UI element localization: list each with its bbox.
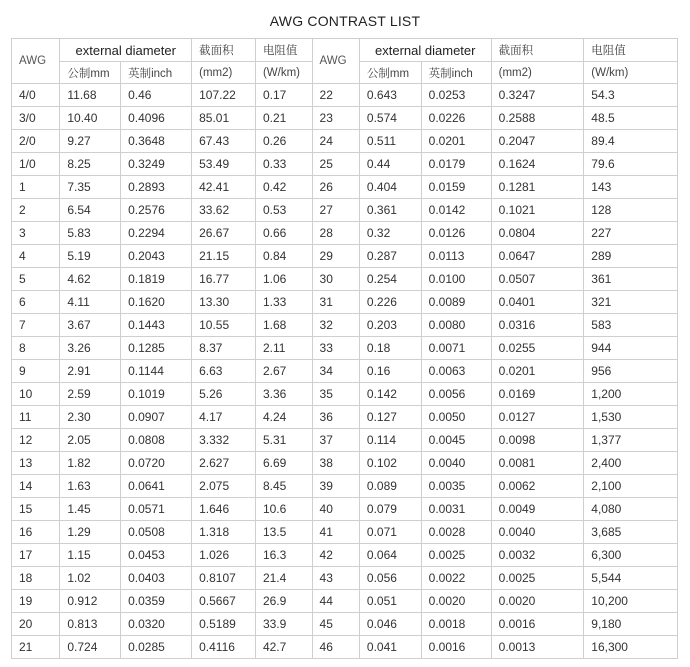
header-resistance-left: 电阻值 bbox=[255, 39, 312, 62]
awg-cell-right: 23 bbox=[312, 107, 359, 130]
area-cell-right: 0.1021 bbox=[491, 199, 584, 222]
imperial-inch-cell-right: 0.0142 bbox=[421, 199, 491, 222]
imperial-inch-cell-left: 0.0571 bbox=[121, 498, 192, 521]
resistance-cell-left: 2.11 bbox=[255, 337, 312, 360]
table-row bbox=[12, 383, 678, 406]
metric-mm-cell-left: 2.05 bbox=[60, 429, 121, 452]
resistance-cell-right: 16,300 bbox=[584, 636, 678, 659]
metric-mm-cell-right: 0.127 bbox=[359, 406, 421, 429]
area-cell-right: 0.0013 bbox=[491, 636, 584, 659]
metric-mm-cell-right: 0.511 bbox=[359, 130, 421, 153]
area-cell-left: 2.627 bbox=[192, 452, 256, 475]
metric-mm-cell-left: 3.67 bbox=[60, 314, 121, 337]
table-row bbox=[12, 268, 678, 291]
awg-cell-right: 39 bbox=[312, 475, 359, 498]
area-cell-right: 0.0127 bbox=[491, 406, 584, 429]
metric-mm-cell-left: 1.29 bbox=[60, 521, 121, 544]
awg-cell-left: 12 bbox=[12, 429, 60, 452]
area-cell-left: 67.43 bbox=[192, 130, 256, 153]
resistance-cell-left: 0.84 bbox=[255, 245, 312, 268]
area-cell-left: 0.5667 bbox=[192, 590, 256, 613]
imperial-inch-cell-right: 0.0028 bbox=[421, 521, 491, 544]
resistance-cell-left: 6.69 bbox=[255, 452, 312, 475]
metric-mm-cell-left: 5.19 bbox=[60, 245, 121, 268]
header-awg-right: AWG bbox=[312, 39, 359, 84]
area-cell-right: 0.0169 bbox=[491, 383, 584, 406]
metric-mm-cell-right: 0.404 bbox=[359, 176, 421, 199]
metric-mm-cell-left: 2.30 bbox=[60, 406, 121, 429]
imperial-inch-cell-left: 0.2576 bbox=[121, 199, 192, 222]
header-area-right: 截面积 bbox=[491, 39, 584, 62]
resistance-cell-right: 289 bbox=[584, 245, 678, 268]
awg-cell-right: 43 bbox=[312, 567, 359, 590]
page-title: AWG CONTRAST LIST bbox=[269, 13, 421, 29]
area-cell-left: 0.5189 bbox=[192, 613, 256, 636]
metric-mm-cell-left: 9.27 bbox=[60, 130, 121, 153]
table-row bbox=[12, 314, 678, 337]
table-row bbox=[12, 222, 678, 245]
awg-cell-left: 4 bbox=[12, 245, 60, 268]
imperial-inch-cell-left: 0.0285 bbox=[121, 636, 192, 659]
resistance-cell-right: 5,544 bbox=[584, 567, 678, 590]
resistance-cell-left: 1.68 bbox=[255, 314, 312, 337]
metric-mm-cell-right: 0.203 bbox=[359, 314, 421, 337]
metric-mm-cell-left: 3.26 bbox=[60, 337, 121, 360]
area-cell-left: 4.17 bbox=[192, 406, 256, 429]
header-metric-right: 公制mm bbox=[359, 62, 421, 84]
resistance-cell-right: 2,400 bbox=[584, 452, 678, 475]
imperial-inch-cell-left: 0.1443 bbox=[121, 314, 192, 337]
header-area-unit-left: (mm2) bbox=[192, 62, 256, 84]
header-resistance-unit-right: (W/km) bbox=[584, 62, 678, 84]
resistance-cell-left: 26.9 bbox=[255, 590, 312, 613]
resistance-cell-right: 321 bbox=[584, 291, 678, 314]
imperial-inch-cell-left: 0.2043 bbox=[121, 245, 192, 268]
resistance-cell-right: 1,377 bbox=[584, 429, 678, 452]
resistance-cell-right: 2,100 bbox=[584, 475, 678, 498]
resistance-cell-left: 0.33 bbox=[255, 153, 312, 176]
header-row-top bbox=[12, 39, 678, 62]
imperial-inch-cell-right: 0.0201 bbox=[421, 130, 491, 153]
area-cell-left: 13.30 bbox=[192, 291, 256, 314]
area-cell-right: 0.0020 bbox=[491, 590, 584, 613]
area-cell-left: 85.01 bbox=[192, 107, 256, 130]
area-cell-right: 0.1281 bbox=[491, 176, 584, 199]
metric-mm-cell-left: 2.59 bbox=[60, 383, 121, 406]
metric-mm-cell-left: 1.15 bbox=[60, 544, 121, 567]
awg-cell-right: 35 bbox=[312, 383, 359, 406]
resistance-cell-right: 944 bbox=[584, 337, 678, 360]
resistance-cell-right: 1,530 bbox=[584, 406, 678, 429]
resistance-cell-left: 2.67 bbox=[255, 360, 312, 383]
resistance-cell-right: 9,180 bbox=[584, 613, 678, 636]
awg-cell-right: 31 bbox=[312, 291, 359, 314]
area-cell-right: 0.0201 bbox=[491, 360, 584, 383]
awg-cell-left: 3/0 bbox=[12, 107, 60, 130]
metric-mm-cell-left: 1.63 bbox=[60, 475, 121, 498]
imperial-inch-cell-right: 0.0016 bbox=[421, 636, 491, 659]
metric-mm-cell-right: 0.254 bbox=[359, 268, 421, 291]
area-cell-right: 0.0016 bbox=[491, 613, 584, 636]
awg-cell-right: 32 bbox=[312, 314, 359, 337]
table-body bbox=[12, 84, 678, 659]
metric-mm-cell-left: 1.82 bbox=[60, 452, 121, 475]
resistance-cell-right: 4,080 bbox=[584, 498, 678, 521]
metric-mm-cell-left: 0.912 bbox=[60, 590, 121, 613]
imperial-inch-cell-right: 0.0020 bbox=[421, 590, 491, 613]
awg-cell-right: 30 bbox=[312, 268, 359, 291]
metric-mm-cell-left: 6.54 bbox=[60, 199, 121, 222]
resistance-cell-left: 0.42 bbox=[255, 176, 312, 199]
header-resistance-unit-left: (W/km) bbox=[255, 62, 312, 84]
metric-mm-cell-left: 4.11 bbox=[60, 291, 121, 314]
awg-cell-right: 37 bbox=[312, 429, 359, 452]
metric-mm-cell-left: 2.91 bbox=[60, 360, 121, 383]
resistance-cell-left: 0.17 bbox=[255, 84, 312, 107]
table-row bbox=[12, 107, 678, 130]
area-cell-left: 10.55 bbox=[192, 314, 256, 337]
metric-mm-cell-right: 0.226 bbox=[359, 291, 421, 314]
metric-mm-cell-right: 0.287 bbox=[359, 245, 421, 268]
table-row bbox=[12, 291, 678, 314]
area-cell-right: 0.0098 bbox=[491, 429, 584, 452]
area-cell-right: 0.0040 bbox=[491, 521, 584, 544]
area-cell-right: 0.0049 bbox=[491, 498, 584, 521]
header-external-diameter-left: external diameter bbox=[60, 39, 192, 62]
awg-cell-left: 1/0 bbox=[12, 153, 60, 176]
imperial-inch-cell-left: 0.46 bbox=[121, 84, 192, 107]
resistance-cell-right: 54.3 bbox=[584, 84, 678, 107]
resistance-cell-left: 33.9 bbox=[255, 613, 312, 636]
resistance-cell-left: 5.31 bbox=[255, 429, 312, 452]
imperial-inch-cell-left: 0.2893 bbox=[121, 176, 192, 199]
resistance-cell-left: 21.4 bbox=[255, 567, 312, 590]
resistance-cell-left: 3.36 bbox=[255, 383, 312, 406]
header-metric-left: 公制mm bbox=[60, 62, 121, 84]
awg-cell-left: 16 bbox=[12, 521, 60, 544]
awg-cell-right: 36 bbox=[312, 406, 359, 429]
imperial-inch-cell-right: 0.0100 bbox=[421, 268, 491, 291]
table-row bbox=[12, 475, 678, 498]
area-cell-right: 0.2047 bbox=[491, 130, 584, 153]
metric-mm-cell-left: 1.02 bbox=[60, 567, 121, 590]
metric-mm-cell-left: 4.62 bbox=[60, 268, 121, 291]
awg-cell-right: 44 bbox=[312, 590, 359, 613]
resistance-cell-left: 0.26 bbox=[255, 130, 312, 153]
resistance-cell-right: 956 bbox=[584, 360, 678, 383]
awg-cell-right: 38 bbox=[312, 452, 359, 475]
area-cell-left: 1.026 bbox=[192, 544, 256, 567]
awg-cell-right: 46 bbox=[312, 636, 359, 659]
area-cell-left: 33.62 bbox=[192, 199, 256, 222]
table-row bbox=[12, 406, 678, 429]
header-imperial-right: 英制inch bbox=[421, 62, 491, 84]
imperial-inch-cell-right: 0.0226 bbox=[421, 107, 491, 130]
awg-cell-left: 14 bbox=[12, 475, 60, 498]
resistance-cell-right: 3,685 bbox=[584, 521, 678, 544]
area-cell-left: 3.332 bbox=[192, 429, 256, 452]
area-cell-right: 0.0255 bbox=[491, 337, 584, 360]
metric-mm-cell-right: 0.44 bbox=[359, 153, 421, 176]
area-cell-left: 6.63 bbox=[192, 360, 256, 383]
imperial-inch-cell-right: 0.0113 bbox=[421, 245, 491, 268]
awg-cell-left: 13 bbox=[12, 452, 60, 475]
imperial-inch-cell-right: 0.0018 bbox=[421, 613, 491, 636]
metric-mm-cell-left: 0.813 bbox=[60, 613, 121, 636]
area-cell-left: 42.41 bbox=[192, 176, 256, 199]
resistance-cell-left: 0.21 bbox=[255, 107, 312, 130]
imperial-inch-cell-right: 0.0056 bbox=[421, 383, 491, 406]
metric-mm-cell-right: 0.071 bbox=[359, 521, 421, 544]
resistance-cell-right: 10,200 bbox=[584, 590, 678, 613]
area-cell-left: 16.77 bbox=[192, 268, 256, 291]
imperial-inch-cell-right: 0.0063 bbox=[421, 360, 491, 383]
metric-mm-cell-right: 0.046 bbox=[359, 613, 421, 636]
area-cell-right: 0.0316 bbox=[491, 314, 584, 337]
imperial-inch-cell-left: 0.0453 bbox=[121, 544, 192, 567]
awg-cell-left: 8 bbox=[12, 337, 60, 360]
imperial-inch-cell-right: 0.0050 bbox=[421, 406, 491, 429]
resistance-cell-left: 1.06 bbox=[255, 268, 312, 291]
resistance-cell-left: 8.45 bbox=[255, 475, 312, 498]
resistance-cell-right: 227 bbox=[584, 222, 678, 245]
imperial-inch-cell-right: 0.0253 bbox=[421, 84, 491, 107]
resistance-cell-right: 1,200 bbox=[584, 383, 678, 406]
imperial-inch-cell-right: 0.0045 bbox=[421, 429, 491, 452]
area-cell-left: 21.15 bbox=[192, 245, 256, 268]
area-cell-right: 0.1624 bbox=[491, 153, 584, 176]
table-row bbox=[12, 567, 678, 590]
imperial-inch-cell-left: 0.0403 bbox=[121, 567, 192, 590]
awg-cell-left: 11 bbox=[12, 406, 60, 429]
imperial-inch-cell-right: 0.0071 bbox=[421, 337, 491, 360]
resistance-cell-left: 0.66 bbox=[255, 222, 312, 245]
awg-cell-left: 10 bbox=[12, 383, 60, 406]
table-row bbox=[12, 429, 678, 452]
resistance-cell-left: 4.24 bbox=[255, 406, 312, 429]
awg-cell-left: 21 bbox=[12, 636, 60, 659]
awg-cell-left: 15 bbox=[12, 498, 60, 521]
awg-cell-left: 1 bbox=[12, 176, 60, 199]
imperial-inch-cell-left: 0.0508 bbox=[121, 521, 192, 544]
table-row bbox=[12, 337, 678, 360]
imperial-inch-cell-left: 0.0808 bbox=[121, 429, 192, 452]
metric-mm-cell-right: 0.16 bbox=[359, 360, 421, 383]
awg-cell-left: 3 bbox=[12, 222, 60, 245]
resistance-cell-left: 1.33 bbox=[255, 291, 312, 314]
imperial-inch-cell-left: 0.0720 bbox=[121, 452, 192, 475]
resistance-cell-left: 0.53 bbox=[255, 199, 312, 222]
table-row bbox=[12, 544, 678, 567]
metric-mm-cell-right: 0.056 bbox=[359, 567, 421, 590]
resistance-cell-right: 143 bbox=[584, 176, 678, 199]
imperial-inch-cell-right: 0.0031 bbox=[421, 498, 491, 521]
metric-mm-cell-right: 0.142 bbox=[359, 383, 421, 406]
header-area-unit-right: (mm2) bbox=[491, 62, 584, 84]
imperial-inch-cell-left: 0.0359 bbox=[121, 590, 192, 613]
awg-cell-left: 18 bbox=[12, 567, 60, 590]
resistance-cell-right: 128 bbox=[584, 199, 678, 222]
resistance-cell-right: 48.5 bbox=[584, 107, 678, 130]
metric-mm-cell-left: 0.724 bbox=[60, 636, 121, 659]
awg-cell-right: 25 bbox=[312, 153, 359, 176]
awg-cell-left: 4/0 bbox=[12, 84, 60, 107]
awg-cell-left: 2 bbox=[12, 199, 60, 222]
area-cell-left: 8.37 bbox=[192, 337, 256, 360]
imperial-inch-cell-left: 0.1819 bbox=[121, 268, 192, 291]
imperial-inch-cell-left: 0.2294 bbox=[121, 222, 192, 245]
table-row bbox=[12, 360, 678, 383]
imperial-inch-cell-right: 0.0089 bbox=[421, 291, 491, 314]
header-external-diameter-right: external diameter bbox=[359, 39, 491, 62]
table-row bbox=[12, 636, 678, 659]
awg-cell-right: 28 bbox=[312, 222, 359, 245]
imperial-inch-cell-left: 0.0320 bbox=[121, 613, 192, 636]
awg-cell-right: 26 bbox=[312, 176, 359, 199]
resistance-cell-left: 16.3 bbox=[255, 544, 312, 567]
metric-mm-cell-right: 0.051 bbox=[359, 590, 421, 613]
area-cell-left: 107.22 bbox=[192, 84, 256, 107]
imperial-inch-cell-left: 0.0907 bbox=[121, 406, 192, 429]
table-row bbox=[12, 452, 678, 475]
imperial-inch-cell-right: 0.0025 bbox=[421, 544, 491, 567]
metric-mm-cell-right: 0.32 bbox=[359, 222, 421, 245]
awg-cell-left: 17 bbox=[12, 544, 60, 567]
header-awg-left: AWG bbox=[12, 39, 60, 84]
area-cell-left: 1.318 bbox=[192, 521, 256, 544]
imperial-inch-cell-right: 0.0035 bbox=[421, 475, 491, 498]
header-area-left: 截面积 bbox=[192, 39, 256, 62]
metric-mm-cell-right: 0.041 bbox=[359, 636, 421, 659]
table-row bbox=[12, 245, 678, 268]
awg-cell-left: 2/0 bbox=[12, 130, 60, 153]
area-cell-right: 0.0032 bbox=[491, 544, 584, 567]
area-cell-right: 0.2588 bbox=[491, 107, 584, 130]
awg-cell-right: 33 bbox=[312, 337, 359, 360]
awg-cell-right: 45 bbox=[312, 613, 359, 636]
metric-mm-cell-right: 0.089 bbox=[359, 475, 421, 498]
awg-cell-left: 5 bbox=[12, 268, 60, 291]
table-row bbox=[12, 176, 678, 199]
table-row bbox=[12, 130, 678, 153]
awg-cell-right: 40 bbox=[312, 498, 359, 521]
metric-mm-cell-right: 0.064 bbox=[359, 544, 421, 567]
awg-cell-left: 20 bbox=[12, 613, 60, 636]
area-cell-right: 0.0401 bbox=[491, 291, 584, 314]
table-row bbox=[12, 498, 678, 521]
awg-cell-right: 24 bbox=[312, 130, 359, 153]
area-cell-left: 1.646 bbox=[192, 498, 256, 521]
imperial-inch-cell-right: 0.0040 bbox=[421, 452, 491, 475]
metric-mm-cell-left: 1.45 bbox=[60, 498, 121, 521]
awg-cell-right: 22 bbox=[312, 84, 359, 107]
table-row bbox=[12, 521, 678, 544]
awg-cell-right: 34 bbox=[312, 360, 359, 383]
awg-cell-left: 19 bbox=[12, 590, 60, 613]
metric-mm-cell-left: 7.35 bbox=[60, 176, 121, 199]
metric-mm-cell-right: 0.361 bbox=[359, 199, 421, 222]
imperial-inch-cell-right: 0.0126 bbox=[421, 222, 491, 245]
area-cell-right: 0.0647 bbox=[491, 245, 584, 268]
awg-cell-left: 9 bbox=[12, 360, 60, 383]
metric-mm-cell-right: 0.114 bbox=[359, 429, 421, 452]
header-resistance-right: 电阻值 bbox=[584, 39, 678, 62]
area-cell-right: 0.0804 bbox=[491, 222, 584, 245]
table-row bbox=[12, 84, 678, 107]
area-cell-right: 0.0081 bbox=[491, 452, 584, 475]
area-cell-left: 2.075 bbox=[192, 475, 256, 498]
imperial-inch-cell-right: 0.0022 bbox=[421, 567, 491, 590]
metric-mm-cell-right: 0.18 bbox=[359, 337, 421, 360]
table-row bbox=[12, 590, 678, 613]
table-row bbox=[12, 613, 678, 636]
metric-mm-cell-right: 0.574 bbox=[359, 107, 421, 130]
resistance-cell-left: 42.7 bbox=[255, 636, 312, 659]
awg-cell-right: 42 bbox=[312, 544, 359, 567]
area-cell-left: 5.26 bbox=[192, 383, 256, 406]
metric-mm-cell-left: 8.25 bbox=[60, 153, 121, 176]
resistance-cell-right: 361 bbox=[584, 268, 678, 291]
table-row bbox=[12, 199, 678, 222]
imperial-inch-cell-left: 0.3249 bbox=[121, 153, 192, 176]
area-cell-left: 53.49 bbox=[192, 153, 256, 176]
metric-mm-cell-right: 0.079 bbox=[359, 498, 421, 521]
imperial-inch-cell-left: 0.1019 bbox=[121, 383, 192, 406]
metric-mm-cell-left: 5.83 bbox=[60, 222, 121, 245]
resistance-cell-right: 79.6 bbox=[584, 153, 678, 176]
resistance-cell-left: 13.5 bbox=[255, 521, 312, 544]
metric-mm-cell-right: 0.102 bbox=[359, 452, 421, 475]
area-cell-left: 26.67 bbox=[192, 222, 256, 245]
awg-cell-right: 29 bbox=[312, 245, 359, 268]
header-imperial-left: 英制inch bbox=[121, 62, 192, 84]
resistance-cell-right: 89.4 bbox=[584, 130, 678, 153]
imperial-inch-cell-left: 0.4096 bbox=[121, 107, 192, 130]
area-cell-left: 0.4116 bbox=[192, 636, 256, 659]
area-cell-left: 0.8107 bbox=[192, 567, 256, 590]
awg-contrast-table bbox=[11, 38, 678, 659]
awg-cell-left: 6 bbox=[12, 291, 60, 314]
imperial-inch-cell-left: 0.1144 bbox=[121, 360, 192, 383]
table-row bbox=[12, 153, 678, 176]
area-cell-right: 0.0507 bbox=[491, 268, 584, 291]
awg-cell-right: 27 bbox=[312, 199, 359, 222]
imperial-inch-cell-left: 0.3648 bbox=[121, 130, 192, 153]
imperial-inch-cell-left: 0.1285 bbox=[121, 337, 192, 360]
imperial-inch-cell-right: 0.0179 bbox=[421, 153, 491, 176]
metric-mm-cell-left: 10.40 bbox=[60, 107, 121, 130]
awg-cell-right: 41 bbox=[312, 521, 359, 544]
area-cell-right: 0.3247 bbox=[491, 84, 584, 107]
imperial-inch-cell-right: 0.0080 bbox=[421, 314, 491, 337]
awg-cell-left: 7 bbox=[12, 314, 60, 337]
resistance-cell-left: 10.6 bbox=[255, 498, 312, 521]
area-cell-right: 0.0062 bbox=[491, 475, 584, 498]
imperial-inch-cell-right: 0.0159 bbox=[421, 176, 491, 199]
area-cell-right: 0.0025 bbox=[491, 567, 584, 590]
resistance-cell-right: 583 bbox=[584, 314, 678, 337]
imperial-inch-cell-left: 0.1620 bbox=[121, 291, 192, 314]
metric-mm-cell-right: 0.643 bbox=[359, 84, 421, 107]
metric-mm-cell-left: 11.68 bbox=[60, 84, 121, 107]
resistance-cell-right: 6,300 bbox=[584, 544, 678, 567]
imperial-inch-cell-left: 0.0641 bbox=[121, 475, 192, 498]
